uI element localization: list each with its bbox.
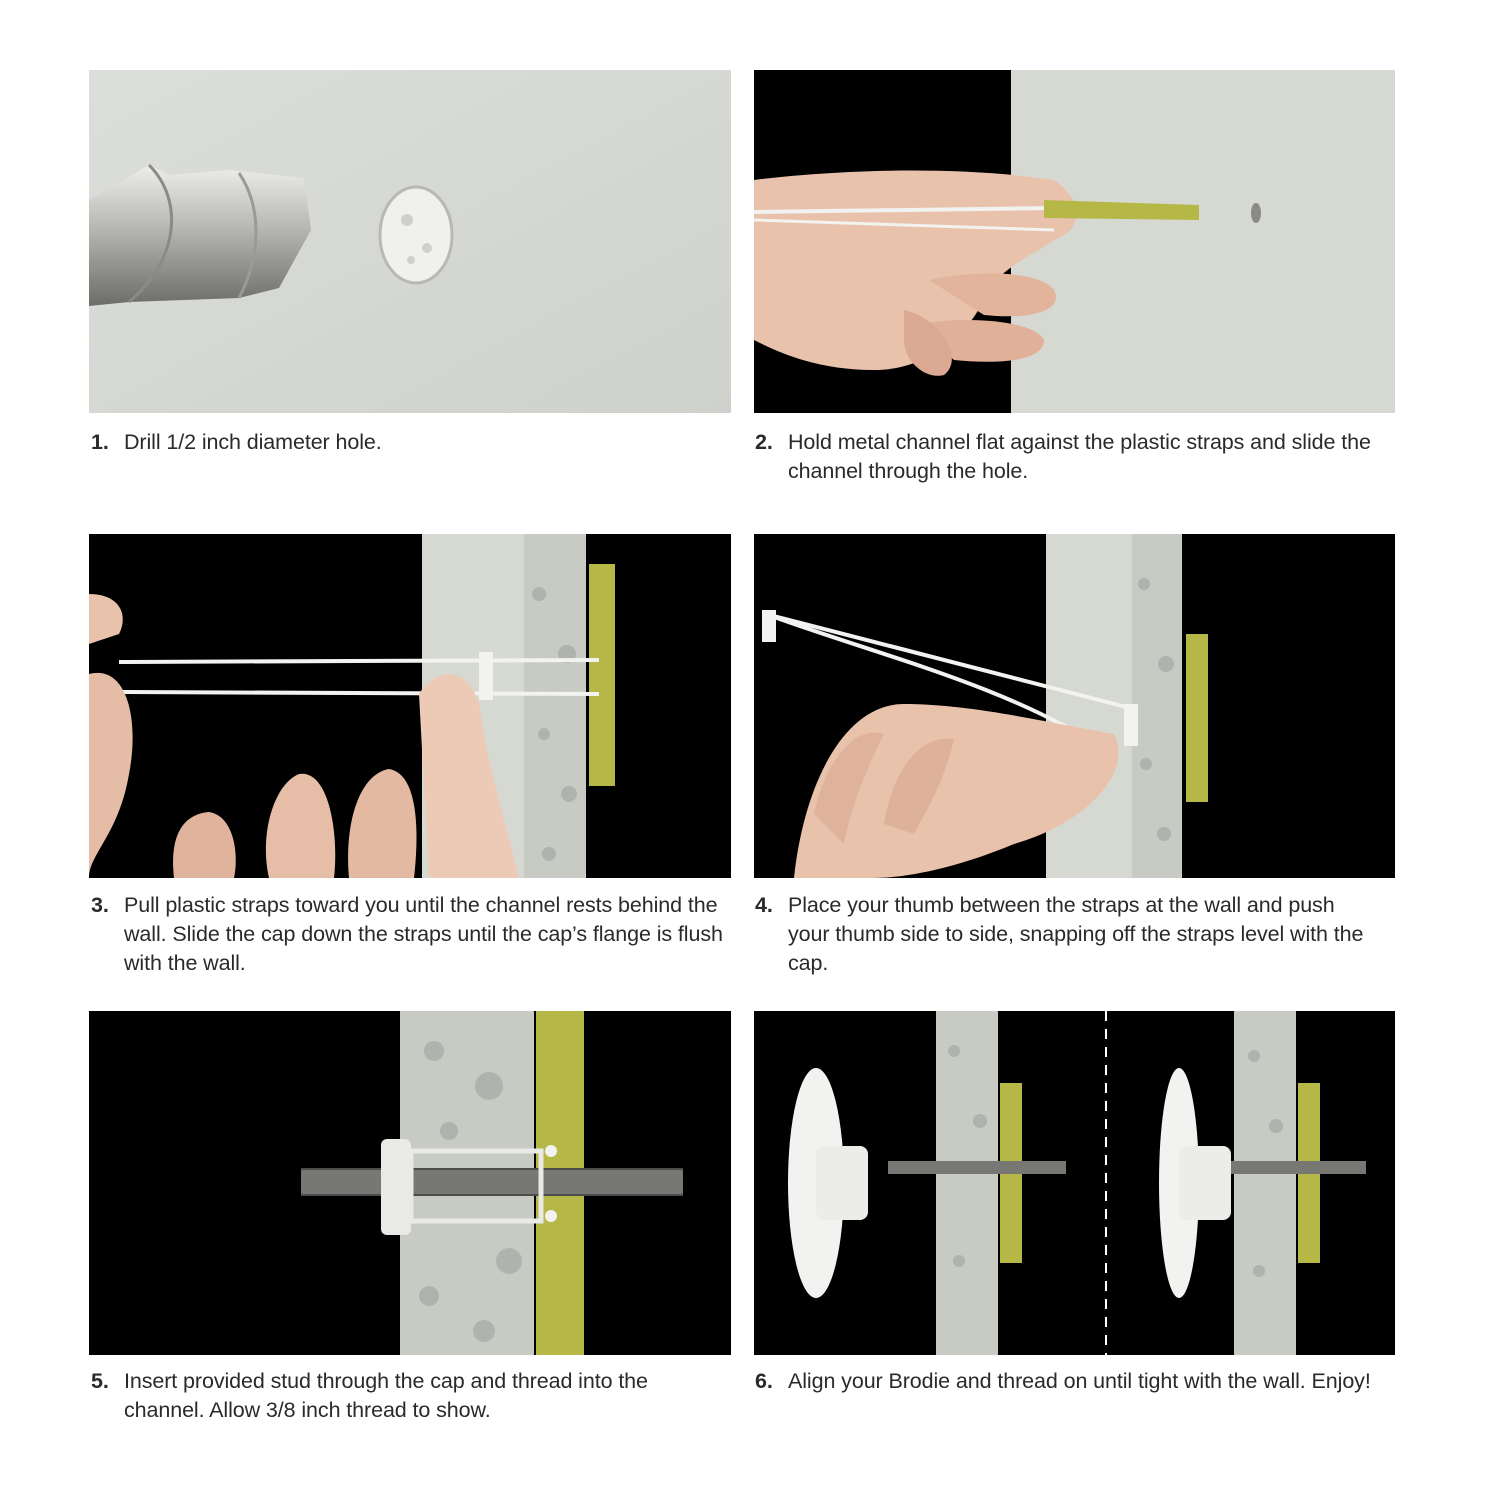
insert-channel-illustration [754,70,1395,413]
step-5-caption [91,1367,731,1425]
step-number: 3. [91,893,109,917]
step-4-image [754,534,1395,878]
step-6-image [754,1011,1395,1355]
brodie-illustration [754,1011,1395,1355]
step-6-caption [755,1367,1375,1396]
step-text: Place your thumb between the straps at the wall and push your thumb side to side, snapping off the straps level with the cap. [788,893,1364,975]
wall-section-left [936,1011,998,1355]
threaded-stud [301,1169,683,1195]
step-text: Insert provided stud through the cap and thread into the channel. Allow 3/8 inch thread to show. [124,1369,648,1422]
wall-section [524,534,586,878]
step-2-caption [755,428,1395,486]
wall-section-right [1234,1011,1296,1355]
step-2-image [754,70,1395,413]
step-5-image [89,1011,731,1355]
drill-illustration [89,70,731,413]
step-1-image [89,70,731,413]
drill-bit-icon [89,165,311,306]
step-text: Drill 1/2 inch diameter hole. [124,430,382,454]
step-text: Align your Brodie and thread on until tight with the wall. Enjoy! [788,1369,1371,1393]
step-text: Pull plastic straps toward you until the channel rests behind the wall. Slide the cap down the straps until the cap’s flange is flush with the wall. [124,893,723,975]
plastic-cap [381,1139,411,1235]
step-3-caption [91,891,731,978]
step-number: 6. [755,1369,773,1393]
pull-straps-illustration [89,534,731,878]
step-1-caption [91,428,731,457]
step-4-caption [755,891,1375,978]
step-number: 1. [91,430,109,454]
step-text: Hold metal channel flat against the plastic straps and slide the channel through the hole. [788,430,1371,483]
snap-straps-illustration [754,534,1395,878]
drilled-hole [380,187,452,283]
step-3-image [89,534,731,878]
metal-channel [1186,634,1208,802]
step-number: 5. [91,1369,109,1393]
metal-channel [589,564,615,786]
step-number: 4. [755,893,773,917]
stud-illustration [89,1011,731,1355]
step-number: 2. [755,430,773,454]
